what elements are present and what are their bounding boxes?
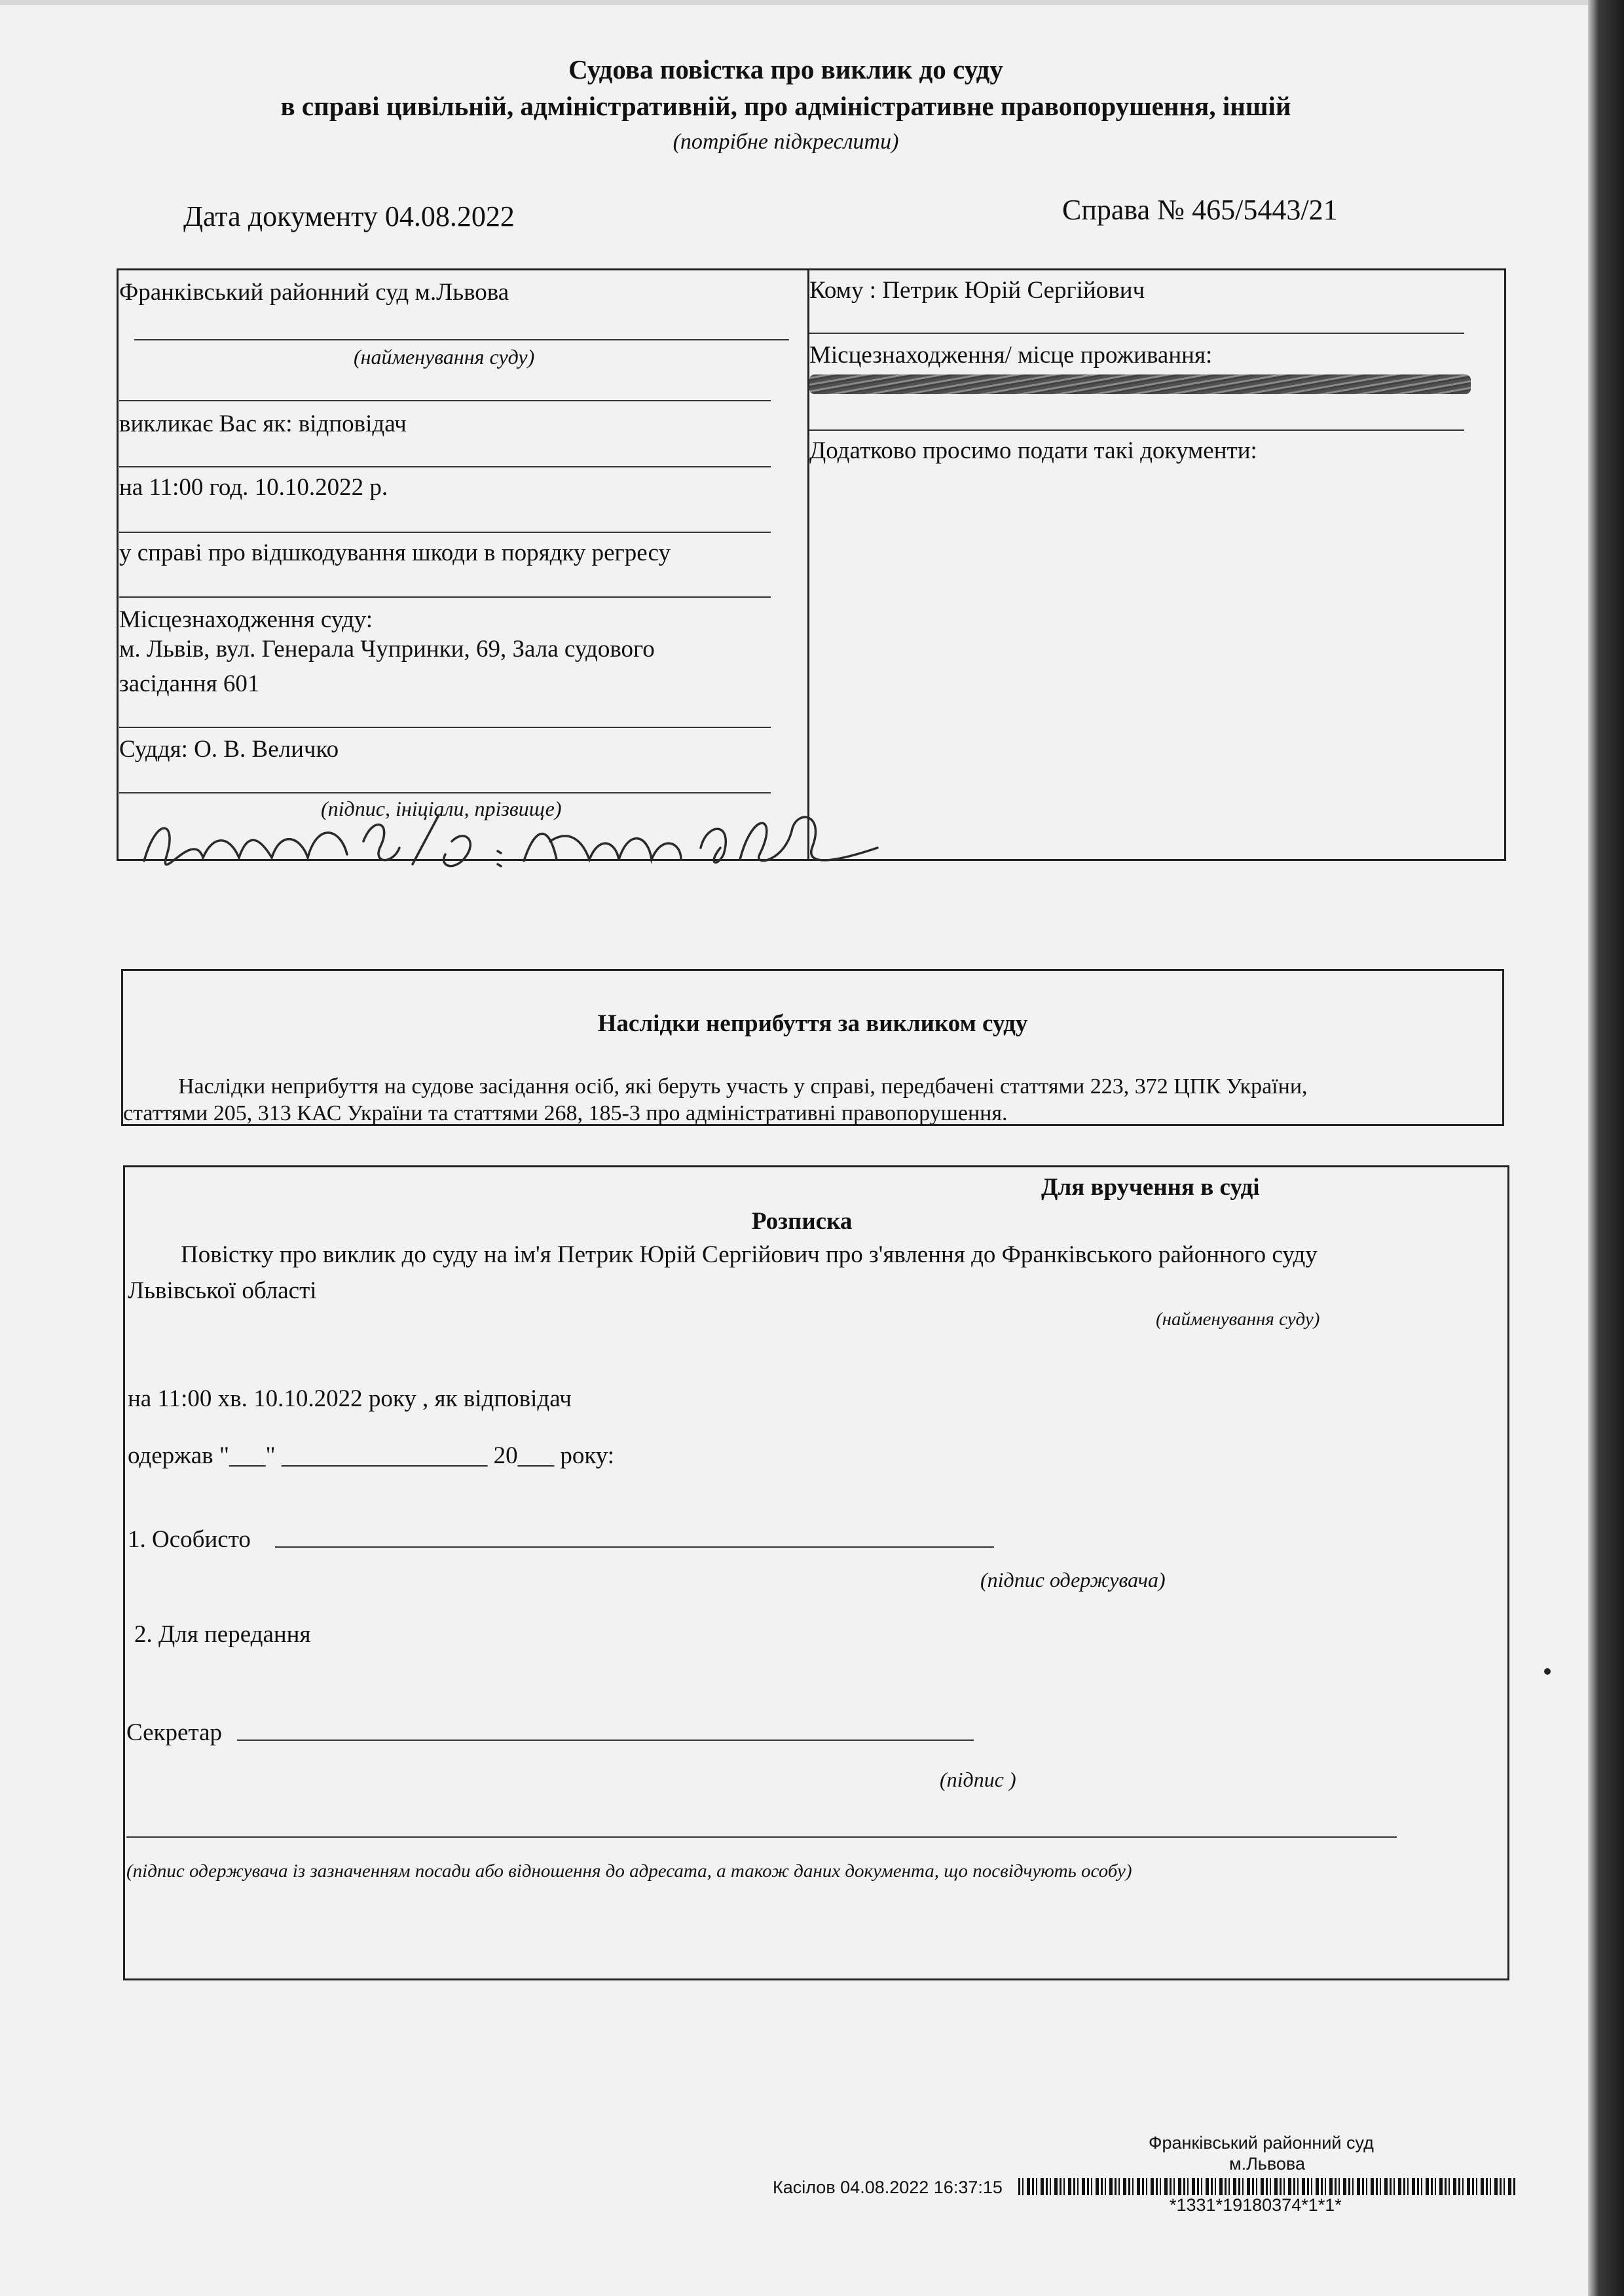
divider [119, 596, 771, 598]
secretary-signature-line[interactable] [237, 1740, 974, 1741]
barcode [1018, 2178, 1516, 2195]
consequences-heading: Наслідки неприбуття за викликом суду [597, 1010, 1028, 1037]
personally-signature-line[interactable] [275, 1546, 994, 1548]
divider [119, 400, 771, 401]
scan-speck [1544, 1668, 1551, 1675]
court-name: Франківський районний суд м.Львова [119, 279, 509, 306]
receipt-text: Повістку про виклик до суду на ім'я Петрик Юрій Сергійович про з'явлення до Франківського районного суду [181, 1241, 1318, 1268]
court-name-caption: (найменування суду) [354, 345, 535, 369]
document-subtitle: в справі цивільній, адміністративній, про адміністративне правопорушення, іншій [280, 91, 1291, 121]
summons-role: викликає Вас як: відповідач [119, 410, 407, 437]
divider [809, 333, 1464, 334]
document-date: Дата документу 04.08.2022 [183, 200, 515, 232]
divider [119, 532, 771, 533]
consequences-text: статтями 205, 313 КАС України та статтями 268, 185-3 про адміністративні правопорушення. [123, 1101, 1008, 1125]
receipt-text: Львівської області [128, 1277, 317, 1304]
recipient-details-caption: (підпис одержувача із зазначенням посади або відношення до адресата, а також даних документа, що посвідчують особу) [126, 1861, 1132, 1882]
underline-note: (потрібне підкреслити) [673, 130, 899, 154]
for-delivery-label: Для вручення в суді [1041, 1174, 1260, 1201]
barcode-number: *1331*19180374*1*1* [1170, 2195, 1342, 2215]
document-title: Судова повістка про виклик до суду [568, 54, 1003, 84]
received-date-field[interactable]: одержав "___" _________________ 20___ року: [128, 1442, 615, 1469]
footer-court-name: Франківський районний суд [1149, 2133, 1374, 2153]
receipt-time: на 11:00 хв. 10.10.2022 року , як відповідач [128, 1385, 572, 1412]
recipient-signature-caption: (підпис одержувача) [980, 1568, 1166, 1592]
divider [119, 727, 771, 728]
documents-request: Додатково просимо подати такі документи: [809, 437, 1257, 464]
consequences-text: Наслідки неприбуття на судове засідання осіб, які беруть участь у справі, передбачені статтями 223, 372 ЦПК України, [178, 1074, 1308, 1099]
secretary-label: Секретар [126, 1719, 222, 1746]
divider [809, 429, 1464, 431]
court-location-line: м. Львів, вул. Генерала Чупринки, 69, Зала судового [119, 636, 655, 663]
receipt-box [123, 1165, 1509, 1980]
court-location-label: Місцезнаходження суду: [119, 606, 373, 633]
case-number: Справа № 465/5443/21 [1062, 194, 1338, 226]
footer-court-city: м.Львова [1229, 2154, 1305, 2174]
recipient-details-line[interactable] [126, 1836, 1397, 1838]
personally-label: 1. Особисто [128, 1526, 251, 1553]
divider [119, 466, 771, 467]
redacted-address [809, 374, 1471, 394]
court-caption: (найменування суду) [1156, 1309, 1320, 1330]
case-subject: у справі про відшкодування шкоди в порядку регресу [119, 539, 671, 566]
scan-top-edge [0, 0, 1588, 5]
receipt-heading: Розписка [752, 1208, 853, 1235]
secretary-signature-caption: (підпис ) [940, 1768, 1016, 1791]
scan-right-edge [1588, 0, 1624, 2296]
divider [134, 339, 789, 340]
footer-stamp: Касілов 04.08.2022 16:37:15 [773, 2178, 1003, 2197]
court-location-line: засідання 601 [119, 670, 260, 697]
hearing-time: на 11:00 год. 10.10.2022 р. [119, 474, 388, 501]
handwritten-signature [131, 802, 891, 874]
divider [119, 792, 771, 793]
recipient-location-label: Місцезнаходження/ місце проживання: [809, 342, 1213, 369]
for-transfer-label: 2. Для передання [134, 1621, 311, 1648]
signature-caption: (підпис, ініціали, прізвище) [321, 797, 562, 820]
recipient: Кому : Петрик Юрій Сергійович [809, 277, 1145, 304]
judge-name: Суддя: О. В. Величко [119, 736, 339, 763]
